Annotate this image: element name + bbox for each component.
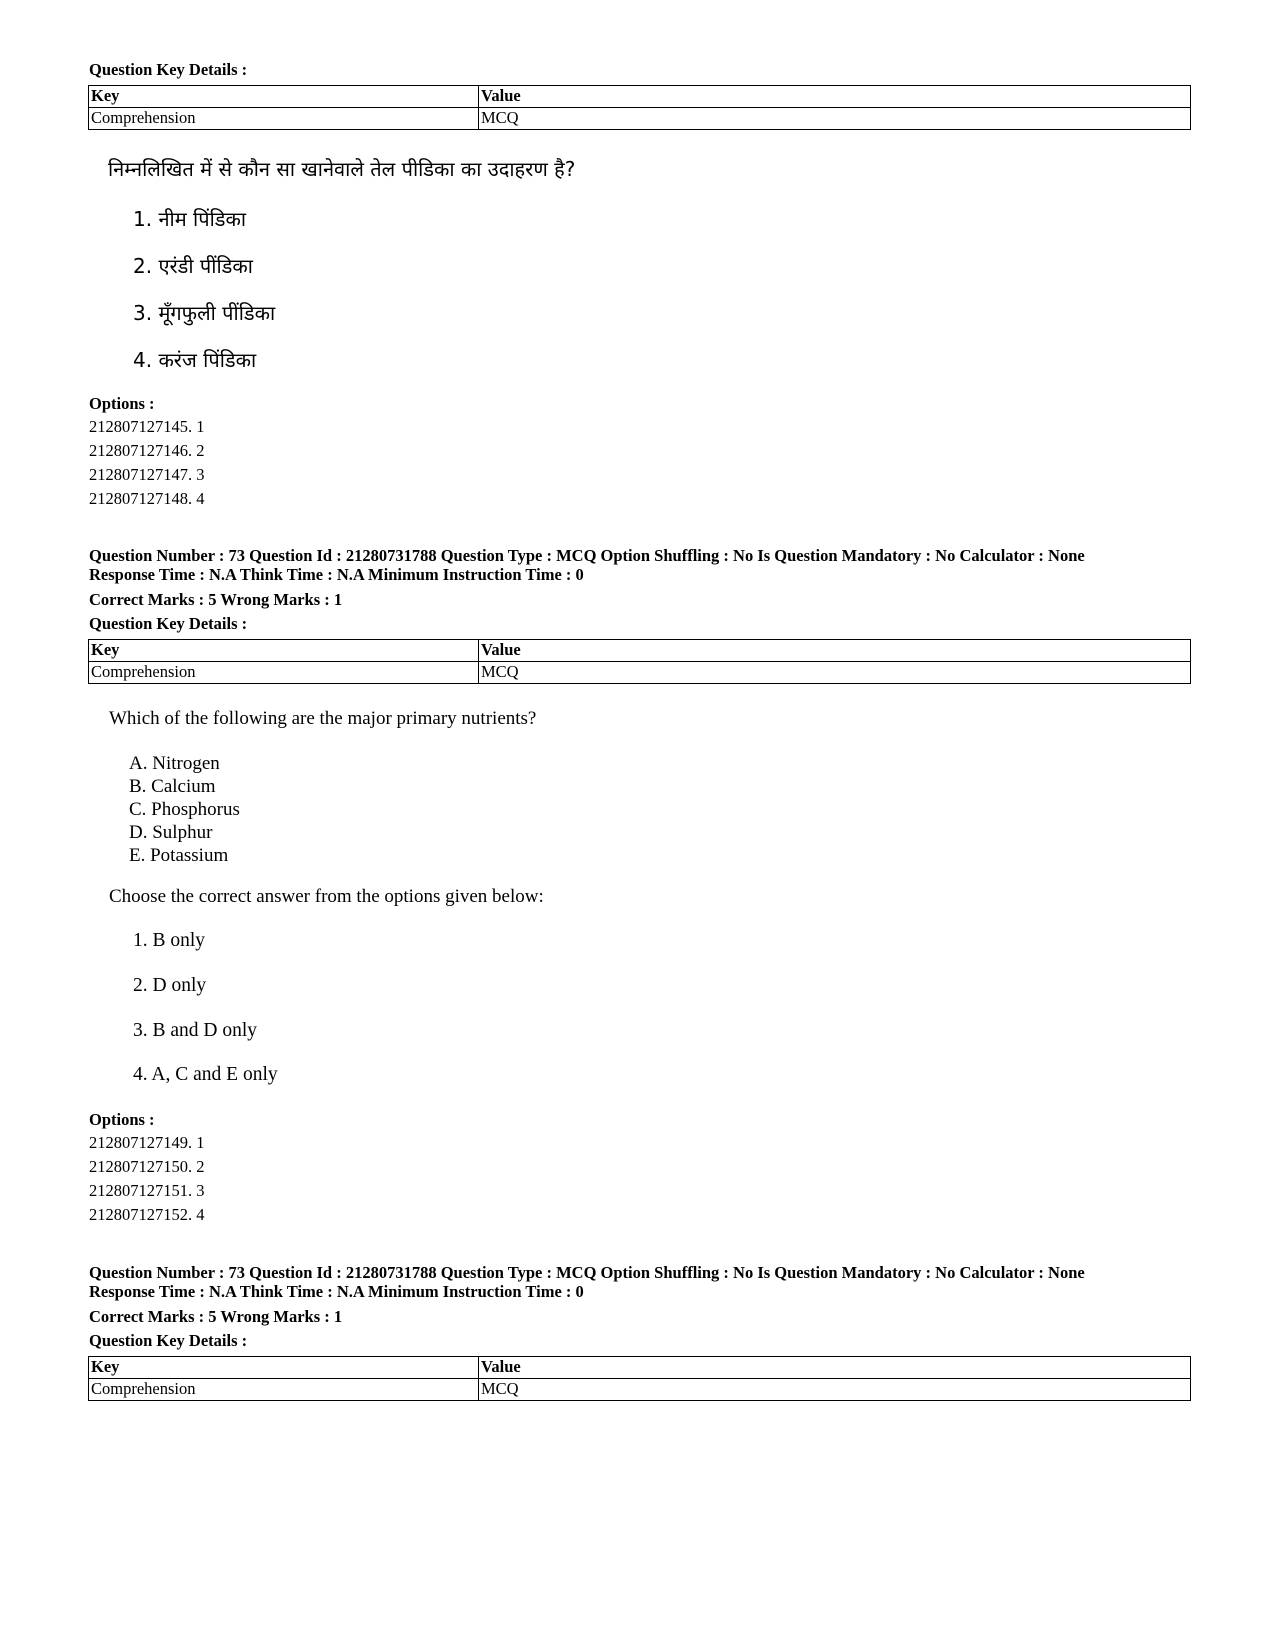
key-details-table: [88, 639, 1191, 684]
instruction-text: Choose the correct answer from the options given below:: [109, 886, 544, 907]
table-header-value: Value: [479, 640, 1191, 662]
table-cell-value: MCQ: [479, 662, 1191, 684]
statement-item: B. Calcium: [129, 776, 216, 797]
option-id-4: 212807127148. 4: [89, 489, 205, 508]
options-label: Options :: [89, 1110, 155, 1129]
options-label: Options :: [89, 394, 155, 413]
choice-4: 4. करंज पिंडिका: [133, 348, 257, 372]
table-header-row: [89, 1357, 1191, 1379]
table-cell-value: MCQ: [479, 108, 1191, 130]
table-header-value: Value: [479, 86, 1191, 108]
statement-item: D. Sulphur: [129, 822, 213, 843]
choice-1: 1. B only: [133, 930, 206, 951]
option-id-2: 212807127150. 2: [89, 1157, 205, 1176]
table-header-value: Value: [479, 1357, 1191, 1379]
table-cell-value: MCQ: [479, 1379, 1191, 1401]
choice-3: 3. मूँगफुली पींडिका: [133, 301, 276, 325]
question-meta-line-1: Question Number : 73 Question Id : 21280731788 Question Type : MCQ Option Shuffling : No Is Question Mandatory : No Calculator : None: [89, 1263, 1085, 1282]
choice-3: 3. B and D only: [133, 1020, 258, 1041]
statement-item: C. Phosphorus: [129, 799, 240, 820]
table-row: [89, 108, 1191, 130]
option-id-1: 212807127145. 1: [89, 417, 205, 436]
question-text-hindi: निम्नलिखित में से कौन सा खानेवाले तेल पीडिका का उदाहरण है?: [108, 157, 576, 181]
key-details-table: [88, 1356, 1191, 1401]
statement-item: A. Nitrogen: [129, 753, 220, 774]
option-id-3: 212807127147. 3: [89, 465, 205, 484]
option-id-4: 212807127152. 4: [89, 1205, 205, 1224]
question-meta-line-2: Response Time : N.A Think Time : N.A Minimum Instruction Time : 0: [89, 1282, 584, 1301]
table-header-key: Key: [89, 86, 479, 108]
table-cell-key: Comprehension: [89, 662, 479, 684]
table-header-row: [89, 86, 1191, 108]
question-meta-line-1: Question Number : 73 Question Id : 21280731788 Question Type : MCQ Option Shuffling : No Is Question Mandatory : No Calculator : None: [89, 546, 1085, 565]
table-row: [89, 1379, 1191, 1401]
marks-line: Correct Marks : 5 Wrong Marks : 1: [89, 590, 343, 609]
marks-line: Correct Marks : 5 Wrong Marks : 1: [89, 1307, 343, 1326]
question-key-details-label: Question Key Details :: [89, 60, 248, 79]
choice-2: 2. D only: [133, 975, 207, 996]
option-id-1: 212807127149. 1: [89, 1133, 205, 1152]
table-cell-key: Comprehension: [89, 1379, 479, 1401]
table-header-key: Key: [89, 1357, 479, 1379]
key-details-table: [88, 85, 1191, 130]
statement-item: E. Potassium: [129, 845, 229, 866]
question-meta-line-2: Response Time : N.A Think Time : N.A Minimum Instruction Time : 0: [89, 565, 584, 584]
question-key-details-label: Question Key Details :: [89, 1331, 248, 1350]
table-row: [89, 662, 1191, 684]
choice-2: 2. एरंडी पींडिका: [133, 254, 253, 278]
table-cell-key: Comprehension: [89, 108, 479, 130]
choice-1: 1. नीम पिंडिका: [133, 207, 246, 231]
table-header-row: [89, 640, 1191, 662]
question-text: Which of the following are the major primary nutrients?: [109, 708, 537, 729]
option-id-2: 212807127146. 2: [89, 441, 205, 460]
option-id-3: 212807127151. 3: [89, 1181, 205, 1200]
statement-list: [129, 752, 240, 867]
question-key-details-label: Question Key Details :: [89, 614, 248, 633]
choice-4: 4. A, C and E only: [133, 1064, 278, 1085]
table-header-key: Key: [89, 640, 479, 662]
